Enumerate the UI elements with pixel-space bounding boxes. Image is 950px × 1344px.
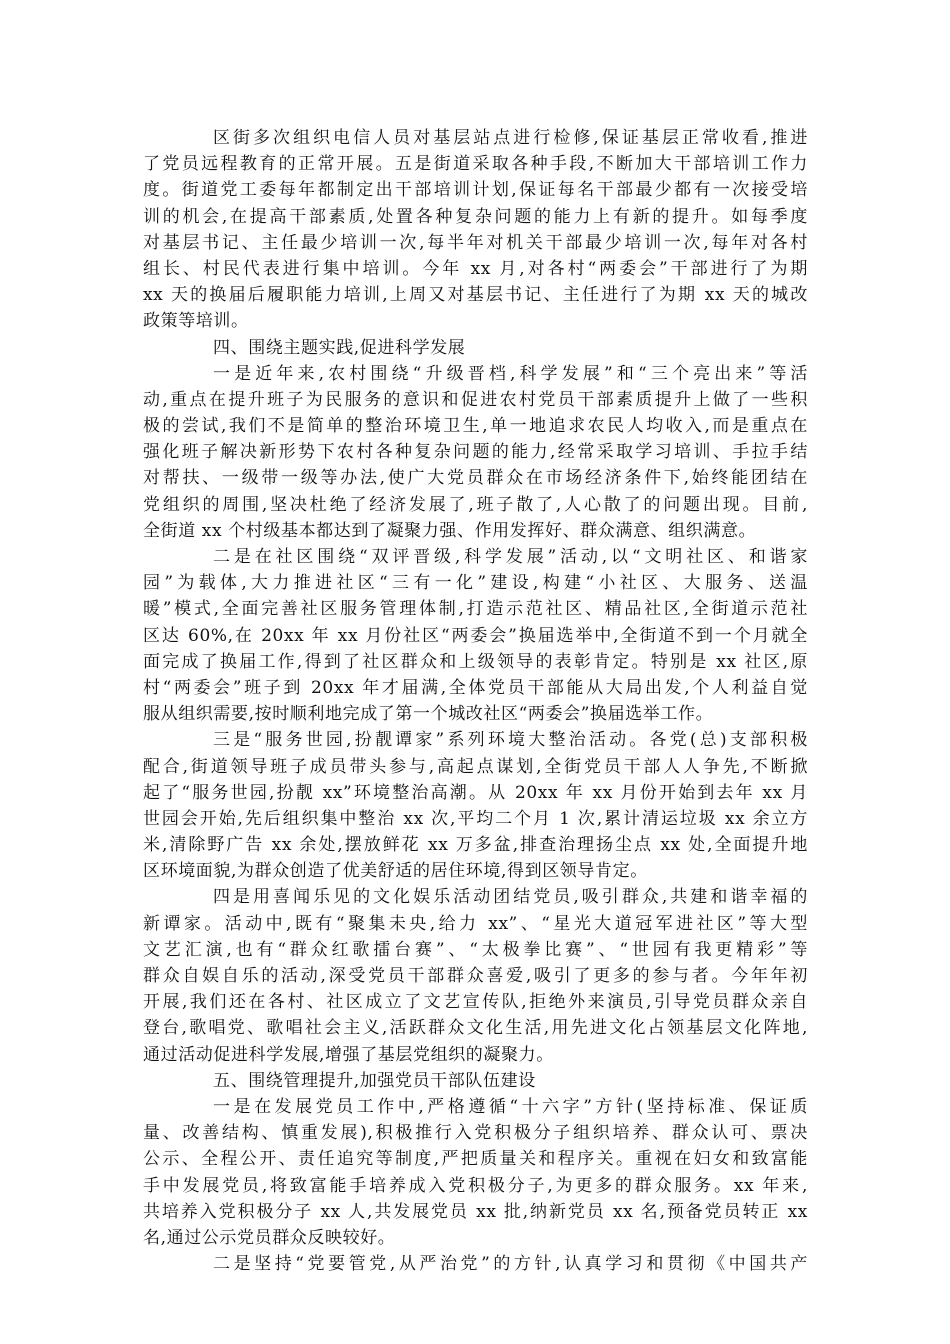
text-line: 组长、村民代表进行集中培训。今年 xx 月,对各村“两委会”干部进行了为期: [143, 258, 808, 279]
text-line: 区达 60%,在 20xx 年 xx 月份社区“两委会”换届选举中,全街道不到一个月就全: [143, 625, 808, 646]
text-line: 全街道 xx 个村级基本都达到了凝聚力强、作用发挥好、群众满意、组织满意。: [143, 520, 757, 541]
text-line: 三是“服务世园,扮靓谭家”系列环境大整治活动。各党(总)支部积极: [213, 730, 808, 751]
text-line: 四、围绕主题实践,促进科学发展: [213, 337, 466, 358]
text-line: 通过活动促进科学发展,增强了基层党组织的凝聚力。: [143, 1044, 554, 1065]
text-line: 四是用喜闻乐见的文化娱乐活动团结党员,吸引群众,共建和谐幸福的: [213, 887, 808, 908]
text-line: xx 天的换届后履职能力培训,上周又对基层书记、主任进行了为期 xx 天的城改: [143, 285, 808, 306]
text-line: 训的机会,在提高干部素质,处置各种复杂问题的能力上有新的提升。如每季度: [143, 206, 808, 227]
text-line: 共培养入党积极分子 xx 人,共发展党员 xx 批,纳新党员 xx 名,预备党员转正 xx: [143, 1201, 808, 1222]
text-line: 政策等培训。: [143, 311, 249, 332]
text-line: 党组织的周围,坚决杜绝了经济发展了,班子散了,人心散了的问题出现。目前,: [143, 494, 808, 515]
text-line: 群众自娱自乐的活动,深受党员干部群众喜爱,吸引了更多的参与者。今年年初: [143, 966, 808, 986]
text-line: 对基层书记、主任最少培训一次,每半年对机关干部最少培训一次,每年对各村: [143, 232, 808, 253]
text-line: 量、改善结构、慎重发展),积极推行入党积极分子组织培养、群众认可、票决: [143, 1123, 808, 1144]
text-line: 区街多次组织电信人员对基层站点进行检修,保证基层正常收看,推进: [213, 128, 808, 148]
text-line: 强化班子解决新形势下农村各种复杂问题的能力,经常采取学习培训、手拉手结: [143, 442, 808, 463]
text-line: 对帮扶、一级带一级等办法,使广大党员群众在市场经济条件下,始终能团结在: [143, 468, 808, 489]
text-line: 区环境面貌,为群众创造了优美舒适的居住环境,得到区领导肯定。: [143, 861, 648, 882]
text-line: 服从组织需要,按时顺利地完成了第一个城改社区“两委会”换届选举工作。: [143, 704, 714, 725]
text-line: 世园会开始,先后组织集中整治 xx 次,平均二个月 1 次,累计清运垃圾 xx 余立方: [143, 808, 808, 829]
text-line: 配合,街道领导班子成员带头参与,高起点谋划,全街党员干部人人争先,不断掀: [143, 756, 808, 777]
text-line: 名,通过公示党员群众反映较好。: [143, 1227, 396, 1248]
text-line: 度。街道党工委每年都制定出干部培训计划,保证每名干部最少都有一次接受培: [143, 180, 808, 201]
text-line: 一是在发展党员工作中,严格遵循“十六字”方针(坚持标准、保证质: [213, 1096, 808, 1117]
text-line: 一是近年来,农村围绕“升级晋档,科学发展”和“三个亮出来”等活: [213, 363, 808, 384]
text-line: 起了“服务世园,扮靓 xx”环境整治高潮。从 20xx 年 xx 月份开始到去年 xx 月: [143, 782, 808, 803]
text-line: 动,重点在提升班子为民服务的意识和促进农村党员干部素质提升上做了一些积: [143, 389, 808, 410]
text-line: 米,清除野广告 xx 余处,摆放鲜花 xx 万多盆,排查治理扬尘点 xx 处,全面提升地: [143, 835, 808, 856]
text-line: 开展,我们还在各村、社区成立了文艺宣传队,拒绝外来演员,引导党员群众亲自: [143, 992, 808, 1013]
text-line: 二是在社区围绕“双评晋级,科学发展”活动,以“文明社区、和谐家: [213, 547, 808, 567]
document-body: [143, 125, 808, 1277]
text-line: 了党员远程教育的正常开展。五是街道采取各种手段,不断加大干部培训工作力: [143, 154, 808, 175]
text-line: 园”为载体,大力推进社区“三有一化”建设,构建“小社区、大服务、送温: [143, 573, 808, 594]
text-line: 登台,歌唱党、歌唱社会主义,活跃群众文化生活,用先进文化占领基层文化阵地,: [143, 1018, 808, 1039]
text-line: 暖”模式,全面完善社区服务管理体制,打造示范社区、精品社区,全街道示范社: [143, 599, 808, 620]
text-line: 文艺汇演,也有“群众红歌擂台赛”、“太极拳比赛”、“世园有我更精彩”等: [143, 939, 808, 960]
text-line: 公示、全程公开、责任追究等制度,严把质量关和程序关。重视在妇女和致富能: [143, 1149, 808, 1170]
text-line: 五、围绕管理提升,加强党员干部队伍建设: [213, 1070, 536, 1091]
text-line: 面完成了换届工作,得到了社区群众和上级领导的表彰肯定。特别是 xx 社区,原: [143, 651, 808, 672]
text-line: 极的尝试,我们不是简单的整治环境卫生,单一地追求农民人均收入,而是重点在: [143, 416, 808, 437]
text-line: 二是坚持“党要管党,从严治党”的方针,认真学习和贯彻《中国共产: [213, 1254, 808, 1275]
text-line: 手中发展党员,将致富能手培养成入党积极分子,为更多的群众服务。xx 年来,: [143, 1175, 808, 1196]
text-line: 新谭家。活动中,既有“聚集未央,给力 xx”、“星光大道冠军进社区”等大型: [143, 913, 808, 934]
text-line: 村“两委会”班子到 20xx 年才届满,全体党员干部能从大局出发,个人利益自觉: [143, 677, 808, 698]
